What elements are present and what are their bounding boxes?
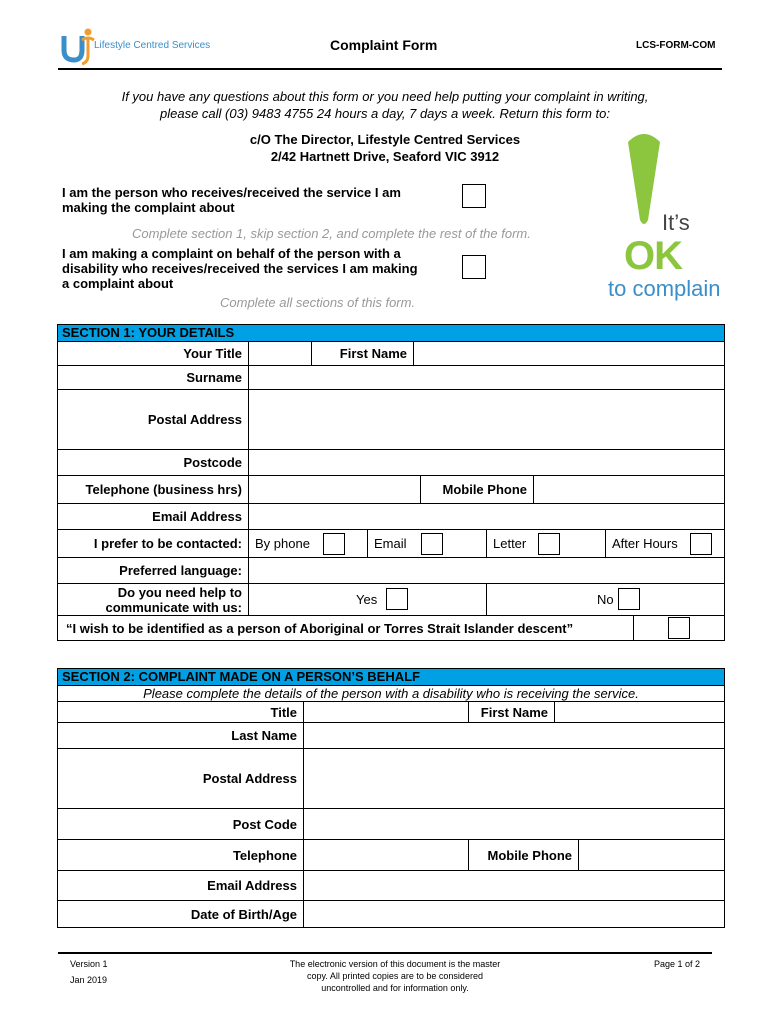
form-code: LCS-FORM-COM (636, 40, 716, 51)
postcode-label: Postcode (58, 450, 249, 476)
self-option-label (62, 185, 401, 215)
s2-email-address-label: Email Address (58, 871, 304, 901)
exclamation-icon (624, 132, 664, 237)
aboriginal-cell (634, 616, 724, 641)
contact-by-phone-label: By phone (255, 536, 310, 551)
aboriginal-label: “I wish to be identified as a person of Aboriginal or Torres Strait Islander descent” (58, 616, 634, 641)
s2-post-code-label: Post Code (58, 809, 304, 840)
contact-after-hours-label: After Hours (612, 536, 678, 551)
contact-email-label: Email (374, 536, 407, 551)
email-address-label: Email Address (58, 504, 249, 530)
contact-after-hours-cell (606, 530, 724, 558)
s2-postal-address-label: Postal Address (58, 749, 304, 809)
s2-title-label: Title (58, 701, 304, 723)
s2-last-name-label: Last Name (58, 723, 304, 749)
its-ok-badge (604, 132, 744, 302)
contact-by-phone-cell (249, 530, 368, 558)
behalf-option-line-1: I am making a complaint on behalf of the person with a (62, 246, 401, 261)
your-title-label: Your Title (58, 342, 249, 366)
need-help-no-cell (487, 584, 724, 616)
behalf-option-line-3: a complaint about (62, 276, 174, 291)
need-help-label (58, 584, 249, 616)
first-name-label: First Name (312, 342, 414, 366)
contact-email-checkbox[interactable] (421, 533, 443, 555)
section2-subheading: Please complete the details of the person with a disability who is receiving the service. (143, 686, 639, 701)
postal-address-label: Postal Address (58, 390, 249, 450)
s2-dob-input[interactable] (304, 901, 724, 927)
s2-mobile-phone-input[interactable] (579, 840, 724, 871)
postcode-input[interactable] (249, 450, 724, 476)
contact-by-phone-checkbox[interactable] (323, 533, 345, 555)
preferred-language-input[interactable] (249, 558, 724, 584)
lcs-logo-icon (58, 26, 98, 66)
need-help-line-1: Do you need help to (117, 584, 242, 600)
prefer-contact-label: I prefer to be contacted: (58, 530, 249, 558)
behalf-option-label (62, 246, 418, 291)
postal-address-input[interactable] (249, 390, 724, 450)
logo (58, 26, 211, 66)
header-divider (58, 68, 722, 70)
s2-post-code-input[interactable] (304, 809, 724, 840)
contact-letter-cell (487, 530, 606, 558)
self-option-line-1: I am the person who receives/received the service I am (62, 185, 401, 200)
s2-email-address-input[interactable] (304, 871, 724, 901)
intro-line-1: If you have any questions about this form or you need help putting your complaint in writing, (121, 89, 649, 104)
section2-heading: SECTION 2: COMPLAINT MADE ON A PERSON’S BEHALF (58, 669, 724, 686)
surname-label: Surname (58, 366, 249, 390)
s2-postal-address-input[interactable] (304, 749, 724, 809)
footer-note (255, 958, 535, 994)
intro-line-2: please call (03) 9483 4755 24 hours a day, 7 days a week. Return this form to: (160, 106, 610, 121)
footer-note-line-2: copy. All printed copies are to be considered (307, 971, 483, 981)
s2-dob-label: Date of Birth/Age (58, 901, 304, 927)
mobile-phone-input[interactable] (534, 476, 724, 504)
aboriginal-checkbox[interactable] (668, 617, 690, 639)
contact-letter-label: Letter (493, 536, 527, 551)
email-address-input[interactable] (249, 504, 724, 530)
telephone-input[interactable] (249, 476, 421, 504)
section2-table (57, 668, 725, 928)
first-name-input[interactable] (414, 342, 724, 366)
behalf-option-checkbox[interactable] (462, 255, 486, 279)
footer-divider (58, 952, 712, 954)
section1-heading: SECTION 1: YOUR DETAILS (58, 325, 724, 342)
your-title-input[interactable] (249, 342, 312, 366)
s2-title-input[interactable] (304, 701, 469, 723)
version-date: Jan 2019 (70, 975, 108, 985)
behalf-option-hint: Complete all sections of this form. (220, 295, 416, 310)
mobile-phone-label: Mobile Phone (421, 476, 534, 504)
page-number: Page 1 of 2 (654, 959, 701, 969)
badge-its: It’s (662, 210, 690, 235)
need-help-yes-cell (249, 584, 487, 616)
address-line-1: c/O The Director, Lifestyle Centred Services (249, 132, 521, 147)
badge-to-complain: to complain (608, 276, 721, 301)
need-help-yes-label: Yes (356, 592, 378, 607)
version-text: Version 1 (70, 959, 108, 969)
need-help-line-2: communicate with us: (105, 599, 242, 615)
s2-telephone-label: Telephone (58, 840, 304, 871)
behalf-option-line-2: disability who receives/received the services I am making (62, 261, 418, 276)
s2-mobile-phone-label: Mobile Phone (469, 840, 579, 871)
s2-first-name-input[interactable] (555, 701, 724, 723)
intro-text (60, 88, 710, 122)
s2-last-name-input[interactable] (304, 723, 724, 749)
contact-email-cell (368, 530, 487, 558)
need-help-no-checkbox[interactable] (618, 588, 640, 610)
need-help-yes-checkbox[interactable] (386, 588, 408, 610)
badge-ok: OK (624, 234, 682, 278)
footer-note-line-3: uncontrolled and for information only. (321, 983, 469, 993)
page-title: Complaint Form (330, 37, 438, 53)
telephone-label: Telephone (business hrs) (58, 476, 249, 504)
logo-text: Lifestyle Centred Services (94, 40, 211, 51)
surname-input[interactable] (249, 366, 724, 390)
need-help-no-label: No (597, 592, 614, 607)
address-line-2: 2/42 Hartnett Drive, Seaford VIC 3912 (270, 149, 500, 164)
self-option-line-2: making the complaint about (62, 200, 235, 215)
s2-first-name-label: First Name (469, 701, 555, 723)
footer-note-line-1: The electronic version of this document is the master (289, 959, 501, 969)
footer-version (70, 958, 108, 986)
s2-telephone-input[interactable] (304, 840, 469, 871)
preferred-language-label: Preferred language: (58, 558, 249, 584)
contact-after-hours-checkbox[interactable] (690, 533, 712, 555)
section1-table (57, 324, 725, 641)
self-option-checkbox[interactable] (462, 184, 486, 208)
self-option-hint: Complete section 1, skip section 2, and complete the rest of the form. (132, 226, 531, 241)
contact-letter-checkbox[interactable] (538, 533, 560, 555)
